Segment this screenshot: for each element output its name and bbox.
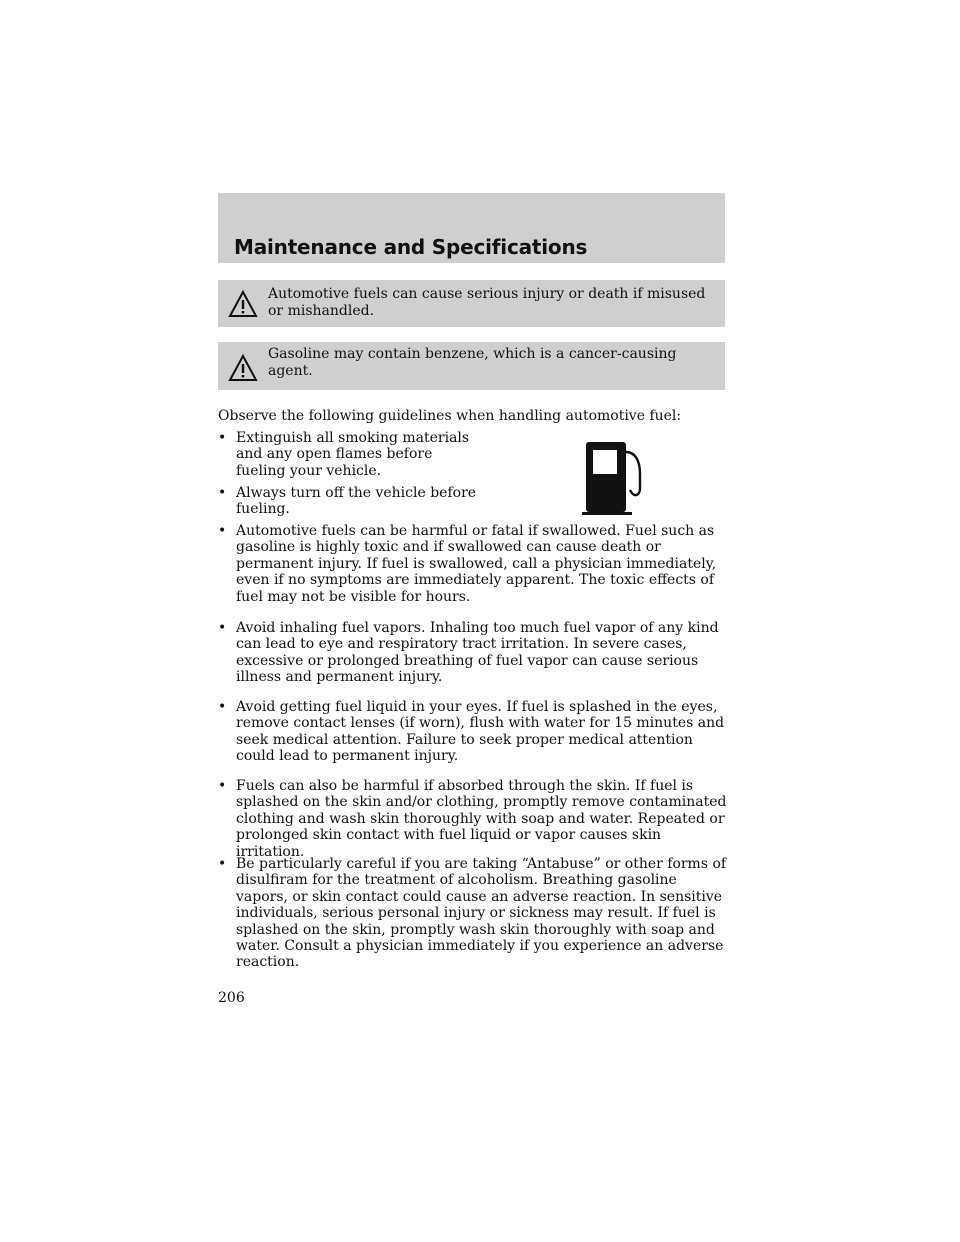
bullet-marker: • — [218, 523, 227, 539]
list-item-text: Fuels can also be harmful if absorbed through the skin. If fuel is splashed on the skin and/or clothing, promptly remove contaminated clothing and wash skin thoroughly with soap and water. Repeated or prolonged skin contact with fuel liquid or vapor causes skin irritation. — [236, 778, 727, 860]
page-number: 206 — [218, 990, 245, 1006]
warning-triangle-icon — [228, 354, 258, 382]
list-item — [218, 856, 728, 971]
list-item-text: Extinguish all smoking materials and any open flames before fueling your vehicle. — [236, 430, 470, 479]
bullet-marker: • — [218, 699, 227, 715]
list-item-text: Always turn off the vehicle before fueling. — [236, 485, 477, 518]
section-title: Maintenance and Specifications — [234, 235, 588, 259]
list-item-text: Avoid getting fuel liquid in your eyes. If fuel is splashed in the eyes, remove contact lenses (if worn), flush with water for 15 minutes and seek medical attention. Failure to seek proper medical attention could lead to permanent injury. — [236, 699, 725, 765]
bullet-marker: • — [218, 778, 227, 794]
section-header — [218, 193, 725, 263]
fuel-pump-icon — [582, 440, 644, 520]
warning-text: Gasoline may contain benzene, which is a cancer-causing agent. — [268, 346, 677, 379]
list-item — [218, 523, 723, 605]
bullet-marker: • — [218, 856, 227, 872]
warning-box-2 — [218, 342, 725, 390]
warning-triangle-icon — [228, 290, 258, 318]
bullet-marker: • — [218, 620, 227, 636]
warning-box-1 — [218, 280, 725, 327]
list-item — [218, 699, 728, 765]
bullet-marker: • — [218, 430, 227, 446]
list-item-text: Automotive fuels can be harmful or fatal if swallowed. Fuel such as gasoline is highly toxic and if swallowed can cause death or permanent injury. If fuel is swallowed, call a physician immediately, even if no symptoms are immediately apparent. The toxic effects of fuel may not be visible for hours. — [236, 523, 717, 605]
list-item — [218, 485, 478, 518]
list-item — [218, 620, 728, 686]
list-item — [218, 778, 728, 860]
list-item — [218, 430, 478, 479]
list-item-text: Avoid inhaling fuel vapors. Inhaling too much fuel vapor of any kind can lead to eye and respiratory tract irritation. In severe cases, excessive or prolonged breathing of fuel vapor can cause serious illness and permanent injury. — [236, 620, 719, 686]
intro-paragraph: Observe the following guidelines when handling automotive fuel: — [218, 408, 682, 424]
list-item-text: Be particularly careful if you are taking “Antabuse” or other forms of disulfiram for the treatment of alcoholism. Breathing gasoline vapors, or skin contact could cause an adverse reaction. In sensitive individuals, serious personal injury or sickness may result. If fuel is splashed on the skin, promptly wash skin thoroughly with soap and water. Consult a physician immediately if you experience an adverse reaction. — [236, 856, 727, 971]
bullet-marker: • — [218, 485, 227, 501]
warning-text: Automotive fuels can cause serious injury or death if misused or mishandled. — [268, 286, 706, 319]
